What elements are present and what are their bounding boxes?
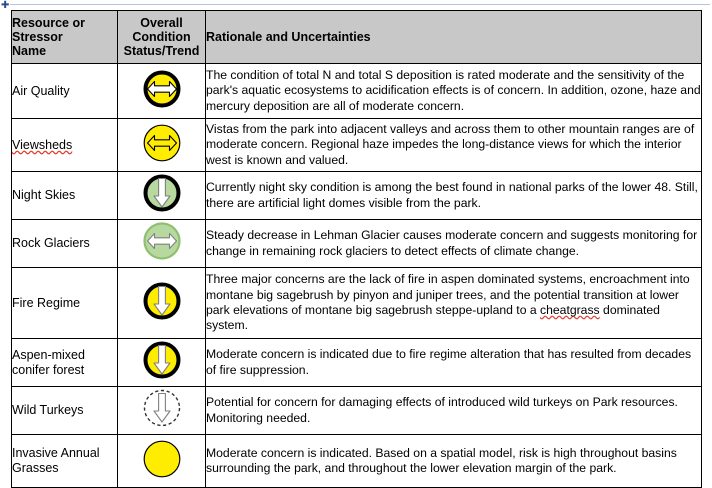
condition-icon-moderate-no-trend-icon: [141, 438, 183, 480]
condition-status-cell: [118, 387, 206, 435]
condition-icon-good-declining-icon: [141, 172, 183, 214]
condition-status-cell: [118, 64, 206, 119]
column-header-condition-status: [118, 11, 206, 64]
resource-name-cell: Wild Turkeys: [12, 387, 118, 435]
rationale-cell: Currently night sky condition is among the best found in national parks of the lower 48. Still, there are artificial light domes visible from the park.: [206, 172, 702, 220]
table-row: [12, 119, 702, 172]
header-name-line2: Stressor: [12, 30, 63, 44]
rationale-cell: Vistas from the park into adjacent valleys and across them to other mountain ranges are of moderate concern. Regional haze impedes the long-distance views for which the interior west is known and valued.: [206, 119, 702, 172]
header-status-line1: Overall: [140, 16, 183, 30]
rationale-cell: Three major concerns are the lack of fire in aspen dominated systems, encroachment into montane big sagebrush by pinyon and juniper trees, and the potential transition at lower park elevations of montane big sagebrush steppe-upland to a cheatgrass dominated system.: [206, 268, 702, 339]
table-row: [12, 268, 702, 339]
condition-status-cell: [118, 339, 206, 387]
condition-icon-good-stable-icon: [141, 220, 183, 262]
resource-name-cell: Aspen-mixed conifer forest: [12, 339, 118, 387]
table-row: [12, 172, 702, 220]
condition-icon-moderate-stable-icon: [141, 68, 183, 110]
table-row: [12, 220, 702, 268]
column-header-resource-name: [12, 11, 118, 64]
condition-status-cell: [118, 220, 206, 268]
resource-name-cell: Night Skies: [12, 172, 118, 220]
table-move-handle-icon[interactable]: ✚: [1, 0, 10, 11]
column-header-rationale: Rationale and Uncertainties: [206, 11, 702, 64]
resource-name-label: Viewsheds: [12, 137, 73, 152]
rationale-cell: Steady decrease in Lehman Glacier causes moderate concern and suggests monitoring for change in remaining rock glaciers to detect effects of climate change.: [206, 220, 702, 268]
header-name-line3: Name: [12, 44, 47, 58]
rationale-cell: The condition of total N and total S deposition is rated moderate and the sensitivity of the park's aquatic ecosystems to acidification effects is of concern. In addition, ozone, haze and mercury deposition are all of moderate concern.: [206, 64, 702, 119]
table-header: [12, 11, 702, 64]
header-status-line3: Status/Trend: [123, 44, 200, 58]
condition-icon-unknown-declining-icon: [141, 387, 183, 429]
condition-status-cell: [118, 172, 206, 220]
table-row: [12, 64, 702, 119]
top-rule: [10, 4, 710, 5]
rationale-cell: Moderate concern is indicated. Based on a spatial model, risk is high throughout basins surrounding the park, and throughout the lower elevation margin of the park.: [206, 435, 702, 488]
rationale-cell: Potential for concern for damaging effects of introduced wild turkeys on Park resources. Monitoring needed.: [206, 387, 702, 435]
condition-status-cell: [118, 435, 206, 488]
resource-name-cell: [12, 119, 118, 172]
condition-icon-moderate-declining-icon: [141, 280, 183, 322]
header-status-line2: Condition: [132, 30, 191, 44]
resource-condition-table: [11, 10, 702, 488]
header-row: [12, 11, 702, 64]
table-row: [12, 387, 702, 435]
condition-icon-moderate-declining-icon: [141, 339, 183, 381]
resource-name-cell: Invasive Annual Grasses: [12, 435, 118, 488]
resource-name-cell: Fire Regime: [12, 268, 118, 339]
header-name-line1: Resource or: [12, 16, 85, 30]
table-row: [12, 339, 702, 387]
rationale-cell: Moderate concern is indicated due to fire regime alteration that has resulted from decades of fire suppression.: [206, 339, 702, 387]
condition-icon-moderate-stable-thin-icon: [141, 122, 183, 164]
table-row: [12, 435, 702, 488]
table-body: [12, 64, 702, 488]
resource-name-cell: Rock Glaciers: [12, 220, 118, 268]
misspelled-word: cheatgrass: [540, 303, 600, 317]
condition-status-cell: [118, 119, 206, 172]
resource-name-cell: Air Quality: [12, 64, 118, 119]
condition-status-cell: [118, 268, 206, 339]
